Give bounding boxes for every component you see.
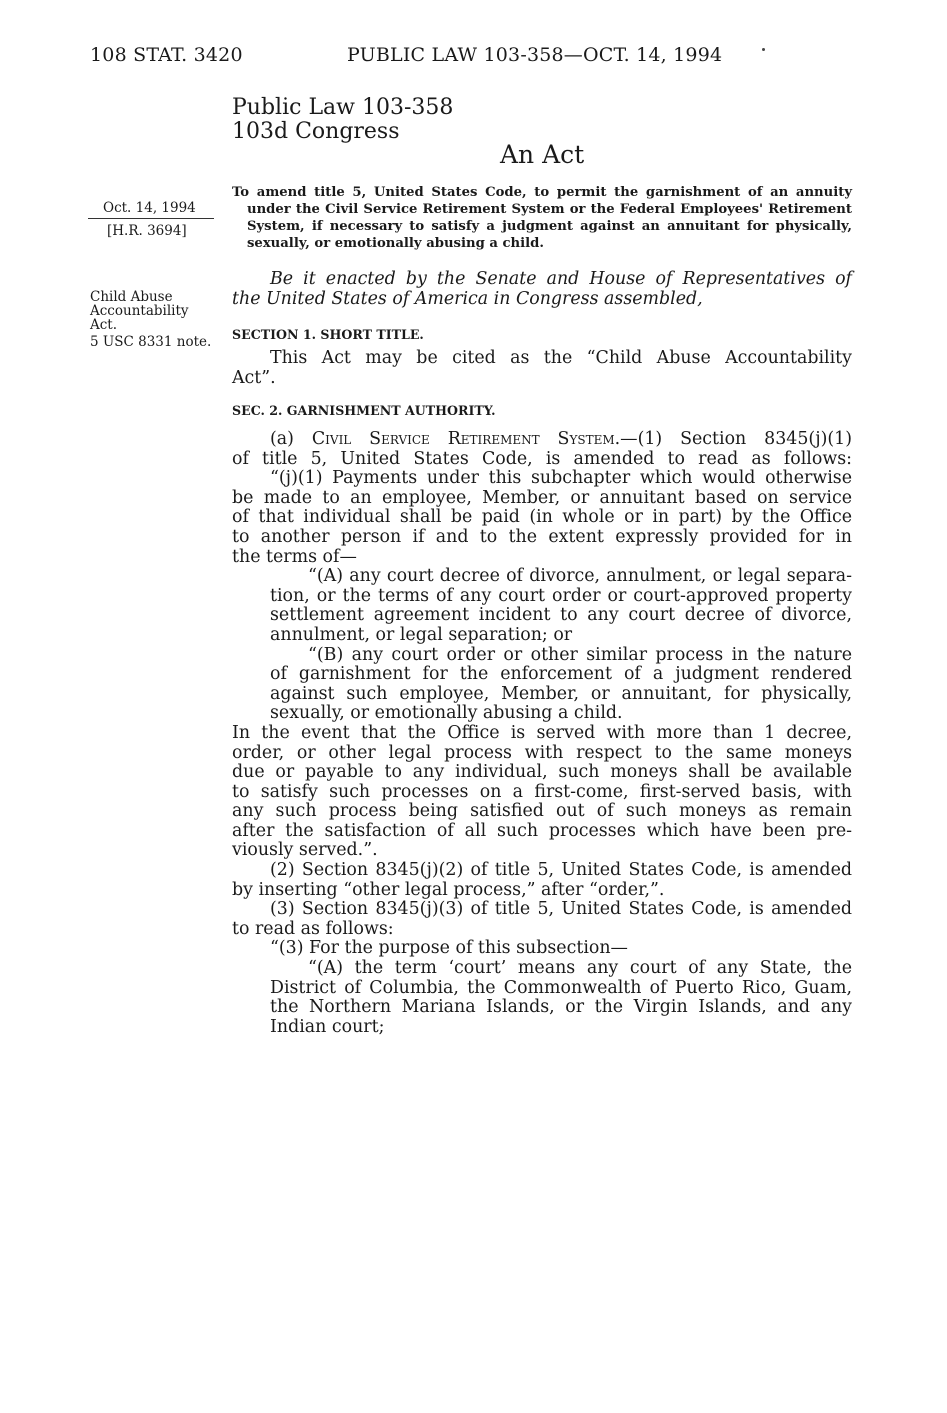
law-number-title: Public Law 103-358 (232, 95, 454, 120)
para3-line: (3) Section 8345(j)(3) of title 5, United States Code, is amended (270, 899, 852, 920)
purpose-line: under the Civil Service Retirement System or the Federal Employees' Retirement (247, 202, 852, 217)
j1-line: the terms of— (232, 546, 357, 567)
margin-date: Oct. 14, 1994 (103, 200, 196, 216)
subsection-a-caption: Civil Service Retirement System. (311, 429, 621, 449)
enacting-clause (232, 270, 852, 309)
purpose-line: sexually, or emotionally abusing a child. (247, 236, 544, 251)
clause-b-line: “(B) any court order or other similar process in the nature (308, 644, 852, 665)
clause-b-line: of garnishment for the enforcement of a judgment rendered (270, 664, 852, 685)
enacting-line: Be it enacted by the Senate and House of Representatives of (270, 269, 852, 289)
subsection-a-text: —(1) Section 8345(j)(1) (620, 429, 853, 449)
court-def-line: District of Columbia, the Commonwealth of Puerto Rico, Guam, (270, 977, 852, 998)
margin-short-title-line: Act. (90, 317, 118, 333)
court-def-line: Indian court; (270, 1016, 385, 1037)
clause-a-line: “(A) any court decree of divorce, annulment, or legal separa- (308, 566, 852, 587)
section-2-heading: SEC. 2. GARNISHMENT AUTHORITY. (232, 403, 496, 418)
clause-a-line: annulment, or legal separation; or (270, 624, 573, 645)
court-def-line: the Northern Mariana Islands, or the Virgin Islands, and any (270, 997, 852, 1018)
para3-line: to read as follows: (232, 918, 394, 939)
margin-short-title-line: Child Abuse (90, 289, 173, 305)
j3-line: “(3) For the purpose of this subsection— (270, 938, 628, 959)
para2-line: by inserting “other legal process,” after “order,”. (232, 879, 665, 900)
margin-short-title-line: Accountability (90, 303, 189, 319)
enacting-line: the United States of America in Congress assembled, (232, 288, 703, 309)
clause-b-line: sexually, or emotionally abusing a child. (270, 703, 623, 724)
event-line: In the event that the Office is served with more than 1 decree, (232, 722, 852, 743)
purpose-line: To amend title 5, United States Code, to permit the garnishment of an annuity (232, 185, 852, 200)
clause-a-line: settlement agreement incident to any court decree of divorce, (270, 605, 852, 626)
subsection-a-label: (a) (270, 429, 294, 449)
section-1-heading: SECTION 1. SHORT TITLE. (232, 327, 424, 342)
section-1-line: This Act may be cited as the “Child Abuse Accountability (270, 348, 852, 368)
event-line: viously served.”. (232, 840, 378, 861)
purpose-paragraph (232, 184, 852, 252)
para2-line: (2) Section 8345(j)(2) of title 5, United States Code, is amended (270, 860, 852, 881)
margin-bill-number: [H.R. 3694] (107, 223, 187, 239)
section-1-text (232, 349, 852, 388)
purpose-line: System, if necessary to satisfy a judgment against an annuitant for physically, (247, 219, 852, 234)
event-line: due or payable to any individual, such moneys shall be available (232, 762, 852, 783)
j1-line: “(j)(1) Payments under this subchapter which would otherwise (270, 468, 852, 489)
section-1-line: Act”. (232, 367, 276, 388)
margin-usc-note: 5 USC 8331 note. (90, 334, 212, 350)
scan-speck (762, 48, 765, 51)
subsection-a-line (232, 430, 852, 450)
margin-short-title (90, 290, 189, 332)
j1-line: to another person if and to the extent expressly provided for in (232, 526, 852, 547)
clause-a-line: tion, or the terms of any court order or court-approved property (270, 585, 852, 606)
court-def-line: “(A) the term ‘court’ means any court of any State, the (308, 958, 852, 979)
margin-divider (88, 218, 214, 219)
section-2-body (232, 430, 852, 1037)
clause-b-line: against such employee, Member, or annuitant, for physically, (270, 683, 852, 704)
para1-line: of title 5, United States Code, is amended to read as follows: (232, 448, 852, 469)
stat-page-header: 108 STAT. 3420 (90, 44, 243, 66)
event-line: to satisfy such processes on a first-come, first-served basis, with (232, 781, 852, 802)
congress-title: 103d Congress (232, 119, 400, 144)
j1-line: of that individual shall be paid (in whole or in part) by the Office (232, 507, 852, 528)
event-line: order, or other legal process with respect to the same moneys (232, 742, 852, 763)
public-law-date-header: PUBLIC LAW 103-358—OCT. 14, 1994 (347, 44, 723, 66)
event-line: after the satisfaction of all such processes which have been pre- (232, 820, 852, 841)
act-heading: An Act (500, 140, 585, 169)
event-line: any such process being satisfied out of such moneys as remain (232, 801, 852, 822)
j1-line: be made to an employee, Member, or annuitant based on service (232, 487, 852, 508)
